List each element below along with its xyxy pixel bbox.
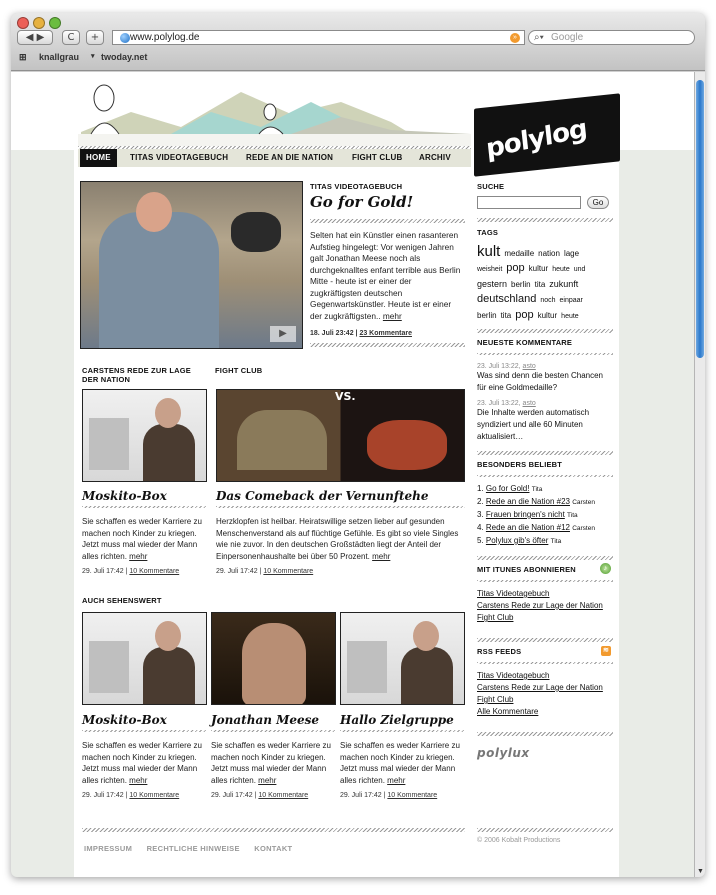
rss-link[interactable]: Titas Videotagebuch <box>477 671 550 680</box>
person-figure <box>99 212 219 349</box>
teaser-text <box>216 516 465 562</box>
teaser-title[interactable]: Moskito-Box <box>82 489 167 503</box>
comment-text[interactable]: Die Inhalte werden automatisch syndiziert und alle 60 Minuten aktualisiert… <box>477 408 590 441</box>
building-shape <box>89 641 129 693</box>
tag[interactable]: weisheit <box>477 266 503 273</box>
comment-author-link[interactable]: asto <box>522 400 536 407</box>
main-nav <box>78 149 471 167</box>
itunes-link[interactable]: Titas Videotagebuch <box>477 589 550 598</box>
browser-toolbar <box>11 13 705 71</box>
browser-window <box>11 13 705 877</box>
tag-cloud <box>477 245 613 323</box>
teaser-date: 29. Juli 17:42 <box>211 792 253 799</box>
person-head <box>155 621 181 651</box>
rss-link[interactable]: Carstens Rede zur Lage der Nation <box>477 683 603 692</box>
go-button[interactable]: Go <box>587 196 609 209</box>
vertical-scrollbar[interactable] <box>694 72 705 877</box>
popular-author: Tita <box>567 512 578 519</box>
polylux-logo[interactable]: polylux <box>477 746 530 760</box>
nav-titas-videotagebuch[interactable]: TITAS VIDEOTAGEBUCH <box>130 153 229 162</box>
logo-text: polylog <box>484 113 589 165</box>
globe-icon <box>120 33 130 43</box>
close-button[interactable] <box>17 17 29 29</box>
divider <box>477 475 613 477</box>
comment-text[interactable]: Was sind denn die besten Chancen für eine Goldmedaille? <box>477 371 604 392</box>
comments-link[interactable]: 10 Kommentare <box>263 568 314 575</box>
popular-item: 4. Rede an die Nation #12 Carsten <box>477 523 595 532</box>
teaser-moskito <box>82 489 207 575</box>
rede-thumbnail[interactable] <box>82 389 207 482</box>
search-placeholder: Google <box>551 32 584 43</box>
person-head <box>155 398 181 428</box>
book-icon[interactable]: ⊞ <box>19 52 27 62</box>
tag[interactable]: gestern <box>477 279 508 289</box>
tag[interactable]: heute <box>552 266 570 273</box>
footer-links <box>84 838 292 856</box>
footer-rechtliche-hinweise[interactable]: RECHTLICHE HINWEISE <box>146 844 240 853</box>
person-figure <box>143 647 195 705</box>
person-figure <box>401 647 453 705</box>
itunes-icon[interactable]: ♪ <box>600 563 611 574</box>
divider <box>477 662 613 664</box>
featured-text <box>310 230 465 322</box>
popular-link[interactable]: Go for Gold! <box>485 484 530 493</box>
teaser-date: 29. Juli 17:42 <box>216 568 258 575</box>
featured-comments-link[interactable]: 23 Kommentare <box>359 330 412 337</box>
teaser-text <box>82 740 207 786</box>
popular-item: 1. Go for Gold! Tita <box>477 484 543 493</box>
tag[interactable]: und <box>573 266 586 273</box>
also-thumbnail-1[interactable] <box>82 612 207 705</box>
teaser-text-body: Sie schaffen es weder Karriere zu machen noch Kinder zu kriegen. Jetzt muss mal wieder der Mann alles richten. <box>82 741 202 785</box>
tag[interactable]: kult <box>477 243 501 260</box>
comment-author-link[interactable]: asto <box>522 363 536 370</box>
teaser-meta: 29. Juli 17:42 | 10 Kommentare <box>211 792 309 799</box>
rss-icon[interactable]: » <box>510 33 520 43</box>
tag[interactable]: berlin <box>511 280 531 289</box>
also-item-3 <box>340 713 465 799</box>
popular-label: BESONDERS BELIEBT <box>477 460 563 469</box>
featured-article <box>310 182 465 347</box>
tag[interactable]: zukunft <box>549 279 579 289</box>
divider <box>477 828 613 832</box>
comment-meta <box>477 363 613 370</box>
popular-link[interactable]: Frauen bringen's nicht <box>485 510 565 519</box>
tag[interactable]: kultur <box>528 264 549 273</box>
teaser-text-body: Sie schaffen es weder Karriere zu machen noch Kinder zu kriegen. Jetzt muss mal wieder der Mann alles richten. <box>211 741 331 785</box>
comments-link[interactable]: 10 Kommentare <box>129 792 180 799</box>
divider <box>477 353 613 355</box>
also-thumbnail-3[interactable] <box>340 612 465 705</box>
search-row <box>477 196 613 210</box>
comment-item <box>477 363 613 394</box>
popular-item: 3. Frauen bringen's nicht Tita <box>477 510 578 519</box>
nav-rede-an-die-nation[interactable]: REDE AN DIE NATION <box>246 153 334 162</box>
teaser-text <box>82 516 207 562</box>
teaser-title[interactable]: Hallo Zielgruppe <box>340 713 454 727</box>
tag[interactable]: tita <box>534 280 546 289</box>
divider <box>310 343 465 347</box>
divider <box>477 556 613 560</box>
divider <box>477 638 613 642</box>
popular-author: Tita <box>550 538 562 545</box>
tag[interactable]: lage <box>563 249 580 258</box>
rss-list <box>477 670 613 718</box>
person-figure <box>143 424 195 482</box>
reload-button[interactable]: C <box>62 30 80 45</box>
red-figure <box>367 420 447 470</box>
divider <box>477 329 613 333</box>
popular-link[interactable]: Rede an die Nation #23 <box>485 497 570 506</box>
more-link[interactable]: mehr <box>258 775 277 785</box>
itunes-list <box>477 588 613 624</box>
divider <box>216 506 465 508</box>
teaser-meta: 29. Juli 17:42 | 10 Kommentare <box>216 568 314 575</box>
scroll-down-arrow[interactable]: ▼ <box>697 868 704 875</box>
tag[interactable]: einpaar <box>559 297 583 304</box>
teaser-title[interactable]: Das Comeback der Vernunftehe <box>216 489 429 503</box>
teaser-text <box>211 740 336 786</box>
tag[interactable]: heute <box>561 313 579 320</box>
divider <box>477 732 613 736</box>
zoom-button[interactable] <box>49 17 61 29</box>
play-icon[interactable]: ▶ <box>270 326 296 342</box>
building-shape <box>347 641 387 693</box>
tag[interactable]: pop <box>506 262 525 274</box>
copyright: © 2006 Kobalt Productions <box>477 837 561 844</box>
tag[interactable]: kultur <box>537 311 558 320</box>
popular-link[interactable]: Polylux gib's öfter <box>485 536 549 545</box>
teaser-date: 29. Juli 17:42 <box>82 792 124 799</box>
search-icon: ⌕▾ <box>534 32 544 43</box>
itunes-link[interactable]: Carstens Rede zur Lage der Nation <box>477 601 603 610</box>
featured-date: 18. Juli 23:42 <box>310 330 354 337</box>
viewport <box>11 72 694 877</box>
footer-kontakt[interactable]: KONTAKT <box>254 844 293 853</box>
comments-link[interactable]: 10 Kommentare <box>387 792 438 799</box>
comment-meta <box>477 400 613 407</box>
teaser-meta: 29. Juli 17:42 | 10 Kommentare <box>340 792 438 799</box>
divider <box>82 828 465 832</box>
popular-list <box>477 483 613 548</box>
more-link[interactable]: mehr <box>129 775 148 785</box>
divider <box>477 580 613 582</box>
featured-meta: 18. Juli 23:42 | 23 Kommentare <box>310 330 412 337</box>
itunes-label: MIT ITUNES ABONNIEREN <box>477 565 576 574</box>
rss-header <box>477 647 613 656</box>
footer-impressum[interactable]: IMPRESSUM <box>84 844 133 853</box>
group-figure <box>237 410 327 470</box>
rss-feed-icon[interactable]: ≋ <box>602 647 610 654</box>
divider <box>477 218 613 222</box>
search-label: SUCHE <box>477 182 505 191</box>
tag[interactable]: medaille <box>504 249 535 258</box>
rss-label: RSS FEEDS <box>477 647 522 656</box>
fightclub-label: FIGHT CLUB <box>215 366 263 375</box>
add-bookmark-button[interactable]: + <box>86 30 104 45</box>
teaser-date: 29. Juli 17:42 <box>82 568 124 575</box>
also-label: AUCH SEHENSWERT <box>82 596 162 605</box>
bookmark-knallgrau[interactable]: knallgrau <box>39 52 80 62</box>
divider <box>82 730 207 732</box>
rss-link[interactable]: Fight Club <box>477 695 514 704</box>
comment-item <box>477 400 613 443</box>
teaser-title[interactable]: Moskito-Box <box>82 713 167 727</box>
itunes-header <box>477 565 613 574</box>
tags-label: TAGS <box>477 228 499 237</box>
building-shape <box>89 418 129 470</box>
nav-home[interactable]: HOME <box>80 149 117 167</box>
teaser-date: 29. Juli 17:42 <box>340 792 382 799</box>
comments-link[interactable]: 10 Kommentare <box>258 792 309 799</box>
popular-link[interactable]: Rede an die Nation #12 <box>485 523 570 532</box>
more-link[interactable]: mehr <box>372 551 391 561</box>
divider <box>211 730 336 732</box>
tag[interactable]: tita <box>500 311 512 320</box>
comment-date: 23. Juli 13:22, <box>477 363 521 370</box>
teaser-text-body: Sie schaffen es weder Karriere zu machen noch Kinder zu kriegen. Jetzt muss mal wieder der Mann alles richten. <box>340 741 460 785</box>
tag[interactable]: deutschland <box>477 293 537 305</box>
more-link[interactable]: mehr <box>129 551 148 561</box>
teaser-title[interactable]: Jonathan Meese <box>211 713 320 727</box>
tag[interactable]: pop <box>515 309 534 321</box>
featured-kicker: TITAS VIDEOTAGEBUCH <box>310 182 403 191</box>
address-bar[interactable] <box>112 30 525 45</box>
scrollbar-thumb[interactable] <box>696 80 704 358</box>
comments-link[interactable]: 10 Kommentare <box>129 568 180 575</box>
popular-item: 5. Polylux gib's öfter Tita <box>477 536 562 545</box>
vs-label: VS. <box>335 390 356 403</box>
popular-author: Tita <box>531 486 543 493</box>
tag[interactable]: berlin <box>477 311 497 320</box>
popular-author: Carsten <box>572 499 595 506</box>
divider <box>477 451 613 455</box>
chevron-down-icon[interactable]: ▾ <box>91 53 95 60</box>
teaser-text <box>340 740 465 786</box>
sidebar-search-input[interactable] <box>477 196 581 209</box>
divider <box>340 730 465 732</box>
featured-video-thumbnail[interactable] <box>80 181 303 349</box>
popular-item: 2. Rede an die Nation #23 Carsten <box>477 497 595 506</box>
also-item-1 <box>82 713 207 799</box>
divider <box>82 506 207 508</box>
popular-author: Carsten <box>572 525 595 532</box>
teaser-vernunftehe <box>216 489 465 575</box>
face-shape <box>242 623 306 705</box>
back-forward-button[interactable]: ◀ ▶ <box>17 30 53 45</box>
also-item-2 <box>211 713 336 799</box>
teaser-meta: 29. Juli 17:42 | 10 Kommentare <box>82 792 180 799</box>
featured-text-body: Selten hat ein Künstler einen rasanteren Aufstieg hingelegt: Vor wenigen Jahren galt Jonathan Meese noch als durchgeknalltes enfant terrible aus Berlin Mitte - heute ist er einer der zugkräftigsten deutschen Gegenwartskünstler. Heute ist er einer der zugkräftigsten.. <box>310 230 461 321</box>
tag[interactable]: noch <box>540 297 556 304</box>
tag[interactable]: nation <box>538 249 560 258</box>
nav-fight-club[interactable]: FIGHT CLUB <box>352 153 403 162</box>
more-link[interactable]: mehr <box>387 775 406 785</box>
fightclub-thumbnail[interactable] <box>216 389 465 482</box>
person-head <box>413 621 439 651</box>
bookmark-twoday[interactable]: twoday.net <box>101 52 148 62</box>
featured-title[interactable]: Go for Gold! <box>310 193 414 211</box>
itunes-link[interactable]: Fight Club <box>477 613 514 622</box>
sidebar <box>477 182 613 760</box>
comments-label: NEUESTE KOMMENTARE <box>477 338 573 347</box>
minimize-button[interactable] <box>33 17 45 29</box>
search-field[interactable] <box>528 30 695 45</box>
also-thumbnail-2[interactable] <box>211 612 336 705</box>
featured-more-link[interactable]: mehr <box>382 310 402 321</box>
person-head <box>136 192 172 232</box>
toy-figure <box>231 212 281 252</box>
divider <box>310 219 465 223</box>
teaser-text-body: Sie schaffen es weder Karriere zu machen noch Kinder zu kriegen. Jetzt muss mal wieder der Mann alles richten. <box>82 517 202 561</box>
teaser-text-body: Herzklopfen ist heilbar. Heiratswillige setzen lieber auf gesunden Menschenverstand als auf flüchtige Gefühle. Es gibt so viele Singles wie nie zuvor. In den deutschen Großstädten liegt der Anteil der Einpersonenhaushalte bei über 50 Prozent. <box>216 517 459 561</box>
nav-archiv[interactable]: ARCHIV <box>419 153 451 162</box>
rss-link[interactable]: Alle Kommentare <box>477 707 539 716</box>
rede-label: CARSTENS REDE ZUR LAGE DER NATION <box>82 366 191 384</box>
address-text: www.polylog.de <box>130 32 200 43</box>
teaser-meta: 29. Juli 17:42 | 10 Kommentare <box>82 568 180 575</box>
comment-date: 23. Juli 13:22, <box>477 400 521 407</box>
